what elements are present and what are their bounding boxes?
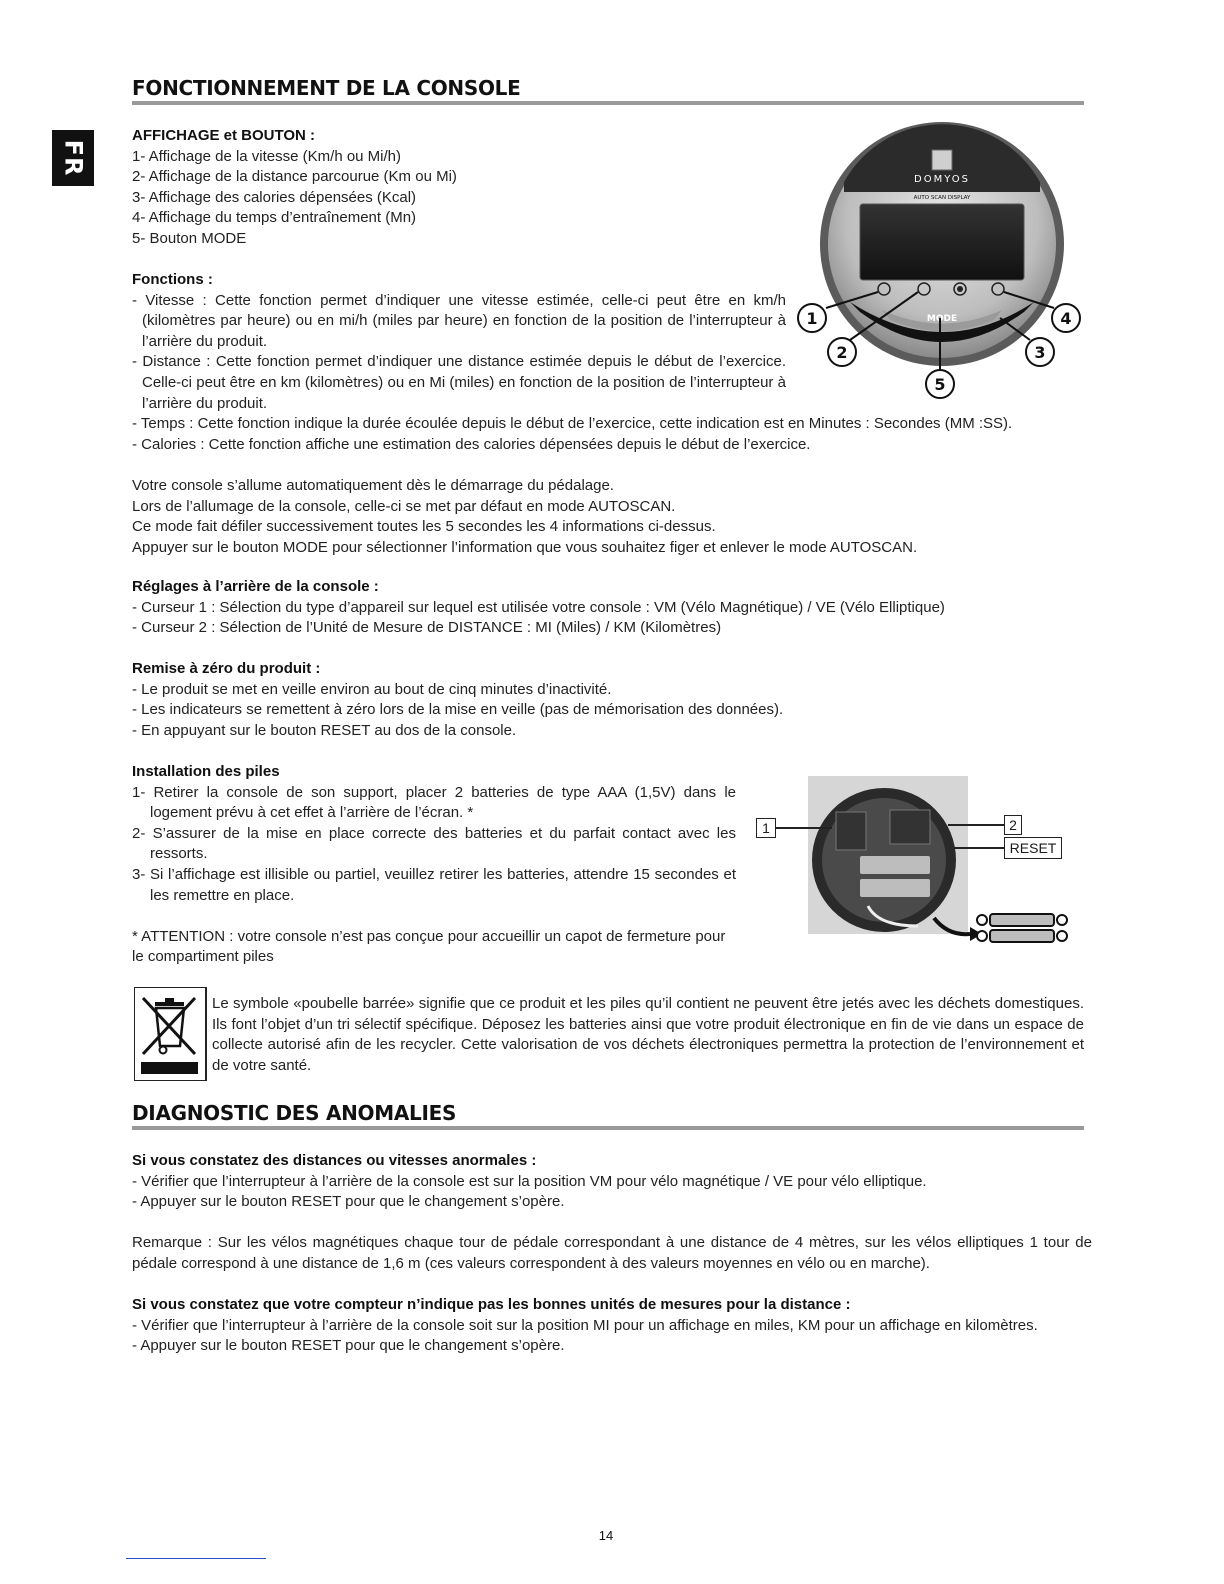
installation-item: 3- Si l’affichage est illisible ou partiel, veuillez retirer les batteries, attendre 15 secondes et les remettre en place. [132,865,736,904]
brand-subtitle: AUTO SCAN DISPLAY [913,195,971,201]
installation-item: 1- Retirer la console de son support, placer 2 batteries de type AAA (1,5V) dans le logement prévu à cet effet à l’arrière de l’écran. * [132,783,736,822]
leader-line-1 [776,827,832,829]
remise-item: - Le produit se met en veille environ au bout de cinq minutes d’inactivité. [132,680,612,698]
reglages-heading: Réglages à l’arrière de la console : [132,578,379,595]
affichage-item: 4- Affichage du temps d’entraînement (Mn) [132,209,417,227]
reglages-item: - Curseur 1 : Sélection du type d’appareil sur lequel est utilisée votre console : VM (Vélo Magnétique) / VE (Vélo Elliptique) [132,598,945,616]
diag-distances-item: - Vérifier que l’interrupteur à l’arrière de la console est sur la position VM pour vélo magnétique / VE pour vélo elliptique. [132,1172,927,1190]
fonctions-section [132,270,786,414]
affichage-item: 2- Affichage de la distance parcourue (Km ou Mi) [132,168,457,186]
leader-line-2 [948,824,1004,826]
callout-2: 2 [836,343,848,362]
affichage-heading: AFFICHAGE et BOUTON : [132,127,316,144]
section-rule [132,101,1084,105]
fonction-vitesse: - Vitesse : Cette fonction permet d’indiquer une vitesse estimée, celle-ci peut être en km/h (kilomètres par heure) ou en mi/h (miles par heure) en fonction de la position de l’interrupteur à l’arrière du produit. [132,291,786,350]
affichage-section [132,126,652,250]
weee-divider [206,987,207,1081]
page-number: 14 [598,1528,614,1543]
battery-icon-bottom [977,930,1067,942]
section-title-console: FONCTIONNEMENT DE LA CONSOLE [132,76,521,100]
callout-3: 3 [1034,343,1046,362]
diag-distances-heading: Si vous constatez des distances ou vitesses anormales : [132,1152,537,1169]
autoscan-line: Lors de l’allumage de la console, celle-ci se met par défaut en mode AUTOSCAN. [132,497,676,515]
callout-1: 1 [806,309,818,328]
language-tab [52,130,94,186]
callout-4: 4 [1060,309,1072,328]
fonctions-section-full [132,414,1092,455]
remise-section [132,659,1092,741]
diag-distances-item: - Appuyer sur le bouton RESET pour que le changement s’opère. [132,1193,565,1211]
battery-diagram [930,908,1082,948]
reglages-item: - Curseur 2 : Sélection de l’Unité de Mesure de DISTANCE : MI (Miles) / KM (Kilomètres) [132,619,722,637]
fonction-temps: - Temps : Cette fonction indique la durée écoulée depuis le début de l’exercice, cette indication est en Minutes : Secondes (MM :SS). [132,415,1013,432]
remarque-text: Remarque : Sur les vélos magnétiques chaque tour de pédale correspondant à une distance de 4 mètres, sur les vélos elliptiques 1 tour de pédale correspond à une distance de 1,6 m (ces valeurs correspondent à des valeurs moyennes en vélo ou en marche). [132,1234,1092,1272]
console-screen [860,204,1024,280]
brand-name: DOMYOS [914,174,970,185]
battery-label-1: 1 [756,818,776,838]
callout-5: 5 [934,375,946,394]
console-figure [792,122,1088,404]
remise-heading: Remise à zéro du produit : [132,660,321,677]
brand-logo-icon [932,150,952,170]
mode-button-label: MODE [926,314,958,324]
battery-2 [860,879,930,897]
affichage-item: 1- Affichage de la vitesse (Km/h ou Mi/h) [132,147,402,165]
section-rule [132,1126,1084,1130]
installation-section [132,762,736,968]
autoscan-line: Votre console s’allume automatiquement dès le démarrage du pédalage. [132,477,614,494]
battery-icon-top [977,914,1067,926]
weee-text: Le symbole «poubelle barrée» signifie que ce produit et les piles qu’il contient ne peuvent être jetés avec les déchets domestiques. Ils font l’objet d’un tri sélectif spécifique. Déposez les batteries ainsi que votre produit électronique en fin de vie dans un espace de collecte autorisé afin de les recycler. Cette valorisation de vos déchets électroniques permettra la protection de l’environnement et de votre santé. [212,995,1084,1074]
crossed-bin-icon [135,988,204,1079]
language-tab-label: FR [59,139,87,177]
fonction-distance: - Distance : Cette fonction permet d’indiquer une distance estimée depuis le début de l’exercice. Celle-ci peut être en km (kilomètres) ou en Mi (miles) en fonction de la position de l’interrupteur à l’arrière du produit. [132,353,786,412]
autoscan-line: Ce mode fait défiler successivement toutes les 5 secondes les 4 informations ci-dessus. [132,518,716,536]
calories-icon-dot [957,286,963,292]
reglages-section [132,577,1092,639]
diag-units-heading: Si vous constatez que votre compteur n’indique pas les bonnes unités de mesures pour la distance : [132,1296,851,1313]
remise-item: - Les indicateurs se remettent à zéro lors de la mise en veille (pas de mémorisation des données). [132,701,784,719]
footer-rule [126,1558,266,1559]
battery-1 [860,856,930,874]
diag-units-section [132,1295,1084,1357]
remise-item: - En appuyant sur le bouton RESET au dos de la console. [132,721,517,739]
diag-units-item: - Appuyer sur le bouton RESET pour que le changement s’opère. [132,1337,565,1355]
affichage-item: 5- Bouton MODE [132,229,247,247]
autoscan-section [132,476,1092,558]
weee-icon [134,987,206,1081]
autoscan-line: Appuyer sur le bouton MODE pour sélectionner l’information que vous souhaitez figer et enlever le mode AUTOSCAN. [132,538,918,556]
reset-label: RESET [1004,837,1062,859]
affichage-item: 3- Affichage des calories dépensées (Kcal) [132,188,417,206]
leader-line-reset [954,847,1004,849]
installation-attention: * ATTENTION : votre console n’est pas conçue pour accueillir un capot de fermeture pour le compartiment piles [132,927,726,966]
battery-label-2: 2 [1004,815,1022,835]
section-title-diagnostic: DIAGNOSTIC DES ANOMALIES [132,1101,457,1125]
fonction-calories: - Calories : Cette fonction affiche une estimation des calories dépensées depuis le début de l’exercice. [132,435,811,453]
fonctions-heading: Fonctions : [132,271,213,288]
installation-item: 2- S’assurer de la mise en place correcte des batteries et du parfait contact avec les ressorts. [132,824,736,863]
diag-units-item: - Vérifier que l’interrupteur à l’arrière de la console soit sur la position MI pour un affichage en miles, KM pour un affichage en kilomètres. [132,1316,1038,1334]
diag-distances-section [132,1151,1092,1275]
installation-heading: Installation des piles [132,763,280,780]
